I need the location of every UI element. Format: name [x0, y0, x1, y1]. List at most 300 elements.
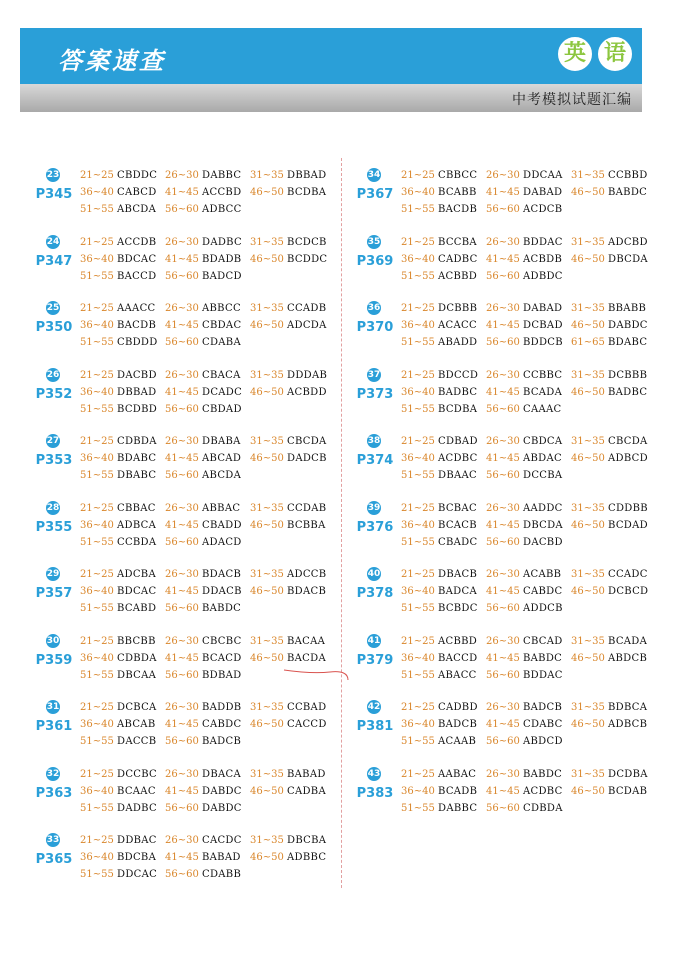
- question-range: 46~50: [571, 719, 605, 730]
- answer-key: BABDC: [202, 603, 242, 614]
- answer-key: BDCBA: [117, 852, 157, 863]
- answer-key: DABAD: [523, 303, 563, 314]
- answer-block: [356, 168, 656, 228]
- question-range: 51~55: [80, 337, 114, 348]
- question-range: 26~30: [165, 835, 199, 846]
- answer-key: BCDDC: [287, 254, 328, 265]
- answer-key: CABDC: [523, 586, 563, 597]
- answer-cell: [250, 784, 326, 800]
- question-range: 26~30: [486, 303, 520, 314]
- question-range: 41~45: [165, 187, 199, 198]
- answer-key: AABAC: [438, 769, 477, 780]
- answer-key: BCABB: [438, 187, 477, 198]
- answer-cell: [401, 185, 477, 201]
- answer-key: ABACC: [438, 670, 477, 681]
- question-range: 56~60: [165, 204, 199, 215]
- answer-key: ACDBC: [523, 786, 563, 797]
- answer-cell: [80, 850, 157, 866]
- question-range: 21~25: [80, 569, 114, 580]
- question-range: 41~45: [486, 586, 520, 597]
- page-reference: P352: [35, 387, 73, 402]
- answer-key: BADBC: [608, 387, 648, 398]
- answer-key: DABDC: [202, 803, 242, 814]
- answer-cell: [571, 301, 647, 317]
- question-range: 36~40: [401, 653, 435, 664]
- answer-key: CACCD: [287, 719, 327, 730]
- answer-cell: [165, 269, 242, 285]
- answer-key: ACCBD: [202, 187, 242, 198]
- answer-cell: [165, 468, 242, 484]
- answer-key: AAACC: [117, 303, 156, 314]
- answer-cell: [486, 501, 563, 517]
- page-reference: P363: [35, 786, 73, 801]
- answer-cell: [165, 318, 242, 334]
- answer-key: CBDDC: [117, 170, 158, 181]
- subject-badge-first-char: 英: [556, 35, 594, 73]
- page-reference: P369: [356, 254, 394, 269]
- question-range: 41~45: [165, 520, 199, 531]
- subject-badge-second-char: 语: [596, 35, 634, 73]
- answer-cell: [250, 634, 326, 650]
- answer-key: BDCAC: [117, 586, 157, 597]
- answer-key: DABDC: [608, 320, 648, 331]
- question-range: 56~60: [165, 736, 199, 747]
- answer-key: BCADA: [523, 387, 563, 398]
- test-number-badge: 23: [46, 170, 60, 180]
- answer-key: CCBBC: [523, 370, 563, 381]
- page-reference: P357: [35, 586, 73, 601]
- answer-cell: [401, 318, 477, 334]
- answer-cell: [250, 501, 327, 517]
- answer-cell: [80, 700, 157, 716]
- answer-key: BADCB: [202, 736, 242, 747]
- question-range: 46~50: [250, 520, 284, 531]
- question-range: 26~30: [165, 702, 199, 713]
- answer-cell: [401, 402, 478, 418]
- question-range: 26~30: [486, 503, 520, 514]
- question-range: 31~35: [250, 702, 284, 713]
- answer-cell: [571, 634, 648, 650]
- answer-cell: [165, 168, 242, 184]
- question-range: 21~25: [80, 636, 114, 647]
- answer-key: BBCBB: [117, 636, 156, 647]
- answer-cell: [571, 451, 648, 467]
- answer-key: DABBC: [202, 170, 242, 181]
- answer-cell: [165, 335, 241, 351]
- page-reference: P376: [356, 520, 394, 535]
- question-range: 41~45: [165, 320, 199, 331]
- answer-key: BADCB: [523, 702, 563, 713]
- answer-cell: [80, 567, 156, 583]
- question-range: 51~55: [401, 337, 435, 348]
- question-range: 26~30: [165, 636, 199, 647]
- answer-key: DBBAD: [117, 387, 157, 398]
- answer-key: ADCDA: [287, 320, 327, 331]
- question-range: 31~35: [250, 636, 284, 647]
- question-range: 41~45: [486, 453, 520, 464]
- answer-cell: [165, 668, 242, 684]
- page-reference: P347: [35, 254, 73, 269]
- answer-key: BDACB: [202, 569, 242, 580]
- question-range: 31~35: [250, 237, 284, 248]
- question-range: 46~50: [250, 387, 284, 398]
- question-range: 36~40: [401, 719, 435, 730]
- answer-cell: [486, 801, 563, 817]
- answer-key: DADBC: [117, 803, 157, 814]
- page-reference: P370: [356, 320, 394, 335]
- test-number-badge: 43: [367, 769, 381, 779]
- answer-cell: [571, 518, 648, 534]
- question-range: 31~35: [250, 503, 284, 514]
- question-range: 51~55: [80, 271, 114, 282]
- answer-cell: [401, 634, 478, 650]
- answer-cell: [80, 634, 156, 650]
- question-range: 26~30: [165, 769, 199, 780]
- answer-cell: [486, 567, 562, 583]
- question-range: 36~40: [80, 719, 114, 730]
- answer-key: BACCD: [117, 271, 157, 282]
- answer-cell: [571, 185, 648, 201]
- test-number-badge: 42: [367, 702, 381, 712]
- question-range: 26~30: [486, 370, 520, 381]
- test-number-badge: 31: [46, 702, 60, 712]
- answer-key: BDBAD: [202, 670, 242, 681]
- answer-block: [35, 301, 335, 361]
- answer-cell: [571, 235, 648, 251]
- question-range: 26~30: [486, 769, 520, 780]
- answer-cell: [80, 185, 157, 201]
- question-range: 26~30: [486, 702, 520, 713]
- answer-cell: [486, 318, 563, 334]
- answer-key: BCDBA: [287, 187, 327, 198]
- answer-key: ABCAB: [117, 719, 156, 730]
- answer-cell: [401, 434, 478, 450]
- answer-key: ADDCB: [523, 603, 563, 614]
- question-range: 41~45: [486, 320, 520, 331]
- answer-key: CBCDA: [608, 436, 648, 447]
- answer-key: ADBBC: [287, 852, 327, 863]
- question-range: 31~35: [250, 370, 284, 381]
- answer-cell: [571, 700, 648, 716]
- answer-cell: [401, 468, 477, 484]
- answer-key: ABCDA: [117, 204, 157, 215]
- answer-key: DBCDA: [608, 254, 648, 265]
- question-range: 21~25: [401, 170, 435, 181]
- answer-key: BADBC: [438, 387, 478, 398]
- question-range: 41~45: [486, 653, 520, 664]
- answer-cell: [401, 252, 478, 268]
- answer-cell: [165, 368, 241, 384]
- answer-key: DDACB: [202, 586, 242, 597]
- answer-key: DABAD: [523, 187, 563, 198]
- answer-block: [356, 368, 656, 428]
- answer-key: BDDAC: [523, 670, 563, 681]
- question-range: 36~40: [401, 786, 435, 797]
- answer-key: DADCB: [287, 453, 327, 464]
- question-range: 21~25: [401, 237, 435, 248]
- answer-key: CADBA: [287, 786, 326, 797]
- question-range: 26~30: [486, 237, 520, 248]
- answer-key: DCBBB: [608, 370, 648, 381]
- answer-cell: [571, 318, 648, 334]
- answer-cell: [250, 318, 327, 334]
- answer-cell: [571, 168, 648, 184]
- question-range: 46~50: [571, 320, 605, 331]
- answer-cell: [165, 850, 241, 866]
- answer-cell: [250, 767, 326, 783]
- question-range: 41~45: [165, 653, 199, 664]
- answer-key: BDABC: [117, 453, 157, 464]
- answer-cell: [80, 451, 157, 467]
- answer-cell: [80, 301, 156, 317]
- answer-cell: [571, 651, 648, 667]
- answer-key: BABDC: [523, 653, 563, 664]
- answer-cell: [165, 535, 242, 551]
- question-range: 36~40: [80, 187, 114, 198]
- question-range: 41~45: [486, 719, 520, 730]
- answer-key: CACDC: [202, 835, 242, 846]
- question-range: 21~25: [401, 303, 435, 314]
- answer-cell: [486, 634, 563, 650]
- question-range: 56~60: [486, 337, 520, 348]
- answer-cell: [165, 717, 242, 733]
- question-range: 51~55: [80, 670, 114, 681]
- answer-cell: [165, 634, 242, 650]
- answer-key: BCDCB: [287, 237, 327, 248]
- answer-key: BADDB: [202, 702, 242, 713]
- answer-key: BABAD: [287, 769, 326, 780]
- answer-key: CCBBD: [608, 170, 648, 181]
- question-range: 46~50: [250, 187, 284, 198]
- answer-cell: [250, 168, 327, 184]
- answer-cell: [486, 668, 563, 684]
- answer-cell: [165, 567, 242, 583]
- answer-cell: [401, 235, 477, 251]
- answer-cell: [486, 468, 563, 484]
- question-range: 21~25: [80, 237, 114, 248]
- question-range: 36~40: [80, 254, 114, 265]
- question-range: 21~25: [80, 835, 114, 846]
- answer-cell: [486, 335, 563, 351]
- page-reference: P381: [356, 719, 394, 734]
- test-number-badge: 24: [46, 237, 60, 247]
- answer-cell: [486, 717, 563, 733]
- question-range: 56~60: [165, 603, 199, 614]
- answer-key: BCAAC: [117, 786, 156, 797]
- answer-key: CCBAD: [287, 702, 327, 713]
- answer-cell: [165, 833, 242, 849]
- answer-key: ABADD: [438, 337, 478, 348]
- answer-cell: [80, 235, 157, 251]
- answer-cell: [571, 784, 648, 800]
- answer-key: ACAAB: [438, 736, 477, 747]
- question-range: 31~35: [250, 835, 284, 846]
- answer-cell: [571, 385, 648, 401]
- page-reference: P373: [356, 387, 394, 402]
- answer-key: DCBAD: [523, 320, 563, 331]
- answer-cell: [250, 584, 327, 600]
- answer-key: CBBCC: [438, 170, 478, 181]
- answer-cell: [401, 734, 477, 750]
- question-range: 31~35: [250, 436, 284, 447]
- answer-cell: [401, 717, 478, 733]
- question-range: 41~45: [165, 387, 199, 398]
- question-range: 26~30: [165, 370, 199, 381]
- answer-cell: [486, 301, 563, 317]
- answer-cell: [165, 767, 241, 783]
- question-range: 51~55: [401, 537, 435, 548]
- question-range: 36~40: [80, 387, 114, 398]
- answer-key: BACDB: [438, 204, 478, 215]
- question-range: 21~25: [80, 702, 114, 713]
- question-range: 36~40: [80, 586, 114, 597]
- answer-cell: [165, 584, 242, 600]
- answer-cell: [250, 850, 327, 866]
- answer-key: ACBDD: [287, 387, 327, 398]
- answer-cell: [165, 700, 242, 716]
- answer-cell: [401, 584, 477, 600]
- question-range: 51~55: [401, 470, 435, 481]
- question-range: 46~50: [250, 719, 284, 730]
- question-range: 46~50: [571, 254, 605, 265]
- question-range: 21~25: [80, 170, 114, 181]
- answer-key: DBBAD: [287, 170, 327, 181]
- answer-cell: [401, 518, 477, 534]
- answer-cell: [571, 501, 648, 517]
- answer-cell: [250, 185, 327, 201]
- answer-key: CBDDD: [117, 337, 158, 348]
- answer-cell: [401, 335, 478, 351]
- answer-key: BACAA: [287, 636, 326, 647]
- question-range: 26~30: [165, 503, 199, 514]
- page-reference: P355: [35, 520, 73, 535]
- answer-cell: [401, 801, 478, 817]
- answer-cell: [250, 567, 327, 583]
- question-range: 46~50: [250, 453, 284, 464]
- answer-cell: [401, 601, 478, 617]
- question-range: 51~55: [80, 470, 114, 481]
- question-range: 51~55: [80, 537, 114, 548]
- answer-cell: [250, 518, 326, 534]
- answer-cell: [80, 734, 157, 750]
- answer-cell: [486, 402, 562, 418]
- answer-key: BCDAD: [608, 520, 648, 531]
- test-number-badge: 41: [367, 636, 381, 646]
- answer-cell: [401, 784, 478, 800]
- question-range: 31~35: [250, 303, 284, 314]
- answer-block: [35, 767, 335, 827]
- question-range: 51~55: [401, 204, 435, 215]
- answer-key: DBACB: [438, 569, 478, 580]
- answer-cell: [401, 668, 477, 684]
- answer-key: BACDA: [287, 653, 326, 664]
- answer-cell: [486, 434, 563, 450]
- answer-cell: [80, 833, 157, 849]
- answer-key: DCBCA: [117, 702, 157, 713]
- test-number-badge: 40: [367, 569, 381, 579]
- answer-cell: [250, 651, 326, 667]
- answer-key: CDBAD: [438, 436, 478, 447]
- answer-cell: [165, 501, 241, 517]
- question-range: 31~35: [250, 170, 284, 181]
- answer-key: BDACB: [287, 586, 327, 597]
- test-number-badge: 34: [367, 170, 381, 180]
- question-range: 26~30: [165, 303, 199, 314]
- answer-key: DBCAA: [117, 670, 157, 681]
- answer-cell: [80, 601, 157, 617]
- answer-key: DABBC: [438, 803, 478, 814]
- answer-cell: [165, 451, 242, 467]
- question-range: 56~60: [486, 736, 520, 747]
- question-range: 21~25: [80, 303, 114, 314]
- answer-key: BDCCD: [438, 370, 479, 381]
- question-range: 26~30: [165, 237, 199, 248]
- question-range: 26~30: [486, 569, 520, 580]
- answer-cell: [80, 402, 158, 418]
- question-range: 31~35: [571, 569, 605, 580]
- answer-key: CBDAC: [202, 320, 242, 331]
- question-range: 51~55: [401, 670, 435, 681]
- answer-cell: [165, 734, 242, 750]
- question-range: 26~30: [165, 170, 199, 181]
- answer-key: ACDCB: [523, 204, 563, 215]
- question-range: 21~25: [80, 769, 114, 780]
- answer-key: BDDCB: [523, 337, 563, 348]
- answer-block: [356, 501, 656, 561]
- answer-cell: [165, 385, 243, 401]
- answer-key: ADACD: [202, 537, 242, 548]
- answer-key: DBCBA: [287, 835, 327, 846]
- question-range: 31~35: [571, 503, 605, 514]
- question-range: 31~35: [571, 436, 605, 447]
- question-range: 36~40: [401, 520, 435, 531]
- question-range: 56~60: [165, 404, 199, 415]
- question-range: 36~40: [401, 453, 435, 464]
- answer-cell: [401, 269, 478, 285]
- answer-key: BCBBA: [287, 520, 326, 531]
- answer-cell: [486, 700, 563, 716]
- page-reference: P367: [356, 187, 394, 202]
- answer-cell: [165, 402, 242, 418]
- question-range: 36~40: [80, 852, 114, 863]
- answer-key: DDBAC: [117, 835, 157, 846]
- answer-key: AADDC: [523, 503, 563, 514]
- test-number-badge: 38: [367, 436, 381, 446]
- answer-cell: [165, 784, 242, 800]
- answer-cell: [401, 535, 478, 551]
- answer-cell: [80, 518, 157, 534]
- answer-key: CCADC: [608, 569, 648, 580]
- answer-key: CABDC: [202, 719, 242, 730]
- answer-key: BCDBD: [117, 404, 158, 415]
- answer-cell: [401, 168, 478, 184]
- question-range: 51~55: [80, 204, 114, 215]
- answer-key: DACBD: [523, 537, 563, 548]
- answer-key: ACDBC: [438, 453, 478, 464]
- answer-cell: [401, 567, 478, 583]
- answer-key: BADCA: [438, 586, 477, 597]
- answer-key: CDABC: [523, 719, 563, 730]
- question-range: 36~40: [401, 187, 435, 198]
- page-reference: P383: [356, 786, 394, 801]
- answer-key: CBCBC: [202, 636, 242, 647]
- answer-key: ABDCD: [523, 736, 563, 747]
- answer-cell: [250, 235, 327, 251]
- answer-key: DCBCD: [608, 586, 649, 597]
- question-range: 26~30: [486, 636, 520, 647]
- answer-key: DBAAC: [438, 470, 477, 481]
- answer-key: BCACD: [202, 653, 242, 664]
